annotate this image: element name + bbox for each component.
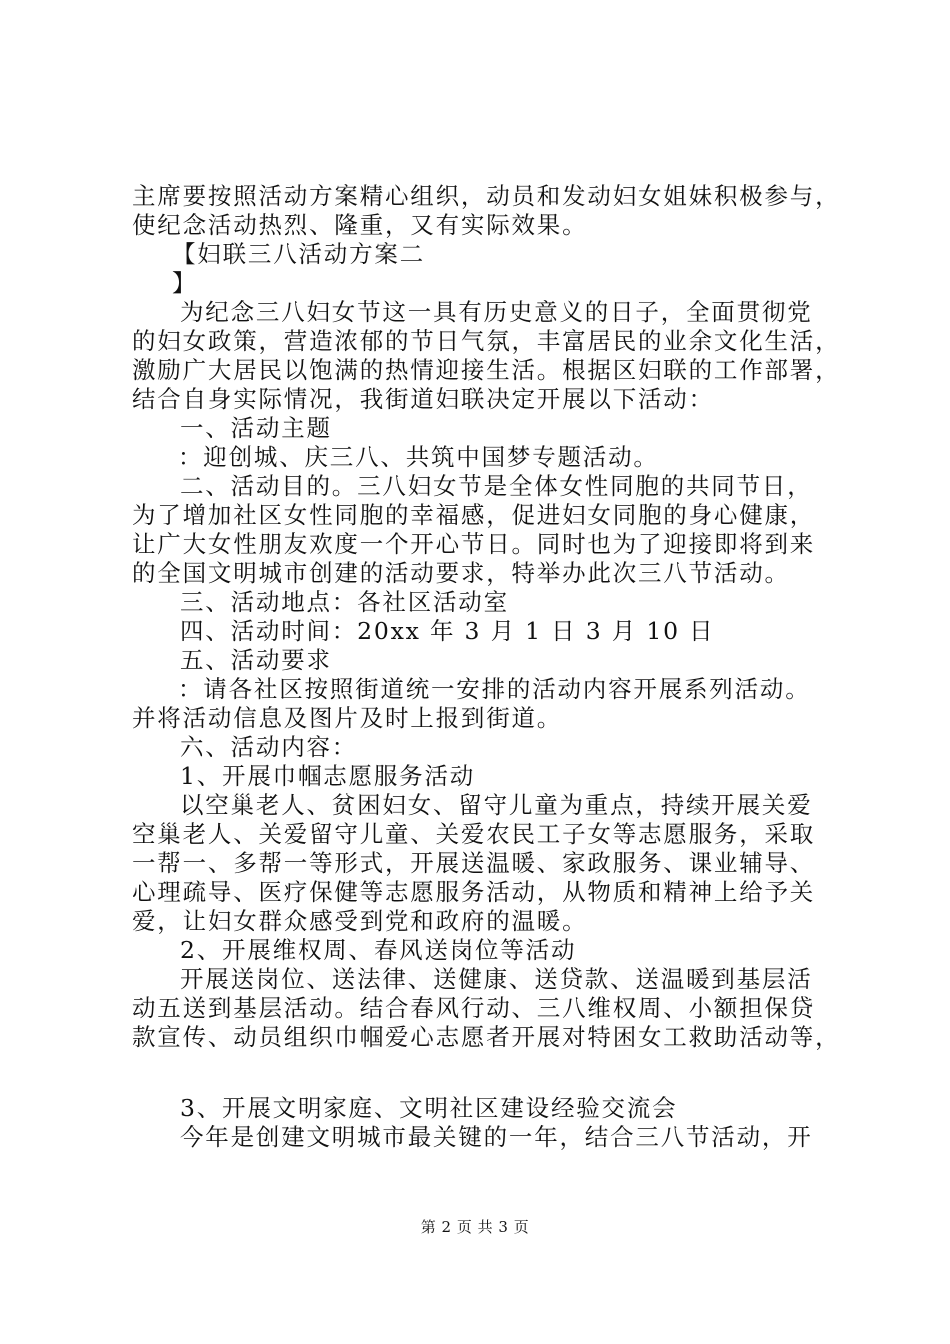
body-line: 并将活动信息及图片及时上报到街道。 xyxy=(132,704,563,732)
section-heading-bracket: 】 xyxy=(172,269,198,297)
section-heading: 【妇联三八活动方案二 xyxy=(172,240,425,268)
item-heading: 三、活动地点：各社区活动室 xyxy=(180,588,509,616)
sub-item-heading: 2、开展维权周、春风送岗位等活动 xyxy=(180,936,577,964)
body-line: 开展送岗位、送法律、送健康、送贷款、送温暖到基层活 xyxy=(180,965,813,993)
body-line: 以空巢老人、贫困妇女、留守儿童为重点，持续开展关爱 xyxy=(180,791,813,819)
page-footer: 第 2 页 共 3 页 xyxy=(420,1218,530,1236)
body-line: 动五送到基层活动。结合春风行动、三八维权周、小额担保贷 xyxy=(132,994,816,1022)
body-line: 让广大女性朋友欢度一个开心节日。同时也为了迎接即将到来 xyxy=(132,530,816,558)
item-heading: 五、活动要求 xyxy=(180,646,332,674)
body-line: ：请各社区按照街道统一安排的活动内容开展系列活动。 xyxy=(178,675,811,703)
body-line: 为了增加社区女性同胞的幸福感，促进妇女同胞的身心健康， xyxy=(132,501,816,529)
item-heading: 六、活动内容： xyxy=(180,733,358,761)
body-line: 二、活动目的。三八妇女节是全体女性同胞的共同节日， xyxy=(180,472,813,500)
item-heading: 一、活动主题 xyxy=(180,414,332,442)
body-line: 为纪念三八妇女节这一具有历史意义的日子，全面贯彻党 xyxy=(180,298,813,326)
body-line: 主席要按照活动方案精心组织，动员和发动妇女姐妹积极参与， xyxy=(132,182,841,210)
body-line: ：迎创城、庆三八、共筑中国梦专题活动。 xyxy=(178,443,659,471)
body-line: 的妇女政策，营造浓郁的节日气氛，丰富居民的业余文化生活， xyxy=(132,327,841,355)
item-heading: 四、活动时间：20xx 年 3 月 1 日 3 月 10 日 xyxy=(180,617,715,645)
sub-item-heading: 3、开展文明家庭、文明社区建设经验交流会 xyxy=(180,1094,678,1122)
body-line: 激励广大居民以饱满的热情迎接生活。根据区妇联的工作部署， xyxy=(132,356,841,384)
body-line: 爱，让妇女群众感受到党和政府的温暖。 xyxy=(132,907,588,935)
body-line: 今年是创建文明城市最关键的一年，结合三八节活动，开 xyxy=(180,1123,813,1151)
body-line: 心理疏导、医疗保健等志愿服务活动，从物质和精神上给予关 xyxy=(132,878,816,906)
body-line: 款宣传、动员组织巾帼爱心志愿者开展对特困女工救助活动等， xyxy=(132,1023,841,1051)
body-line: 空巢老人、关爱留守儿童、关爱农民工子女等志愿服务，采取 xyxy=(132,820,816,848)
body-line: 使纪念活动热烈、隆重，又有实际效果。 xyxy=(132,211,588,239)
body-line: 结合自身实际情况，我街道妇联决定开展以下活动： xyxy=(132,385,714,413)
body-line: 一帮一、多帮一等形式，开展送温暖、家政服务、课业辅导、 xyxy=(132,849,816,877)
body-line: 的全国文明城市创建的活动要求，特举办此次三八节活动。 xyxy=(132,559,790,587)
sub-item-heading: 1、开展巾帼志愿服务活动 xyxy=(180,762,476,790)
